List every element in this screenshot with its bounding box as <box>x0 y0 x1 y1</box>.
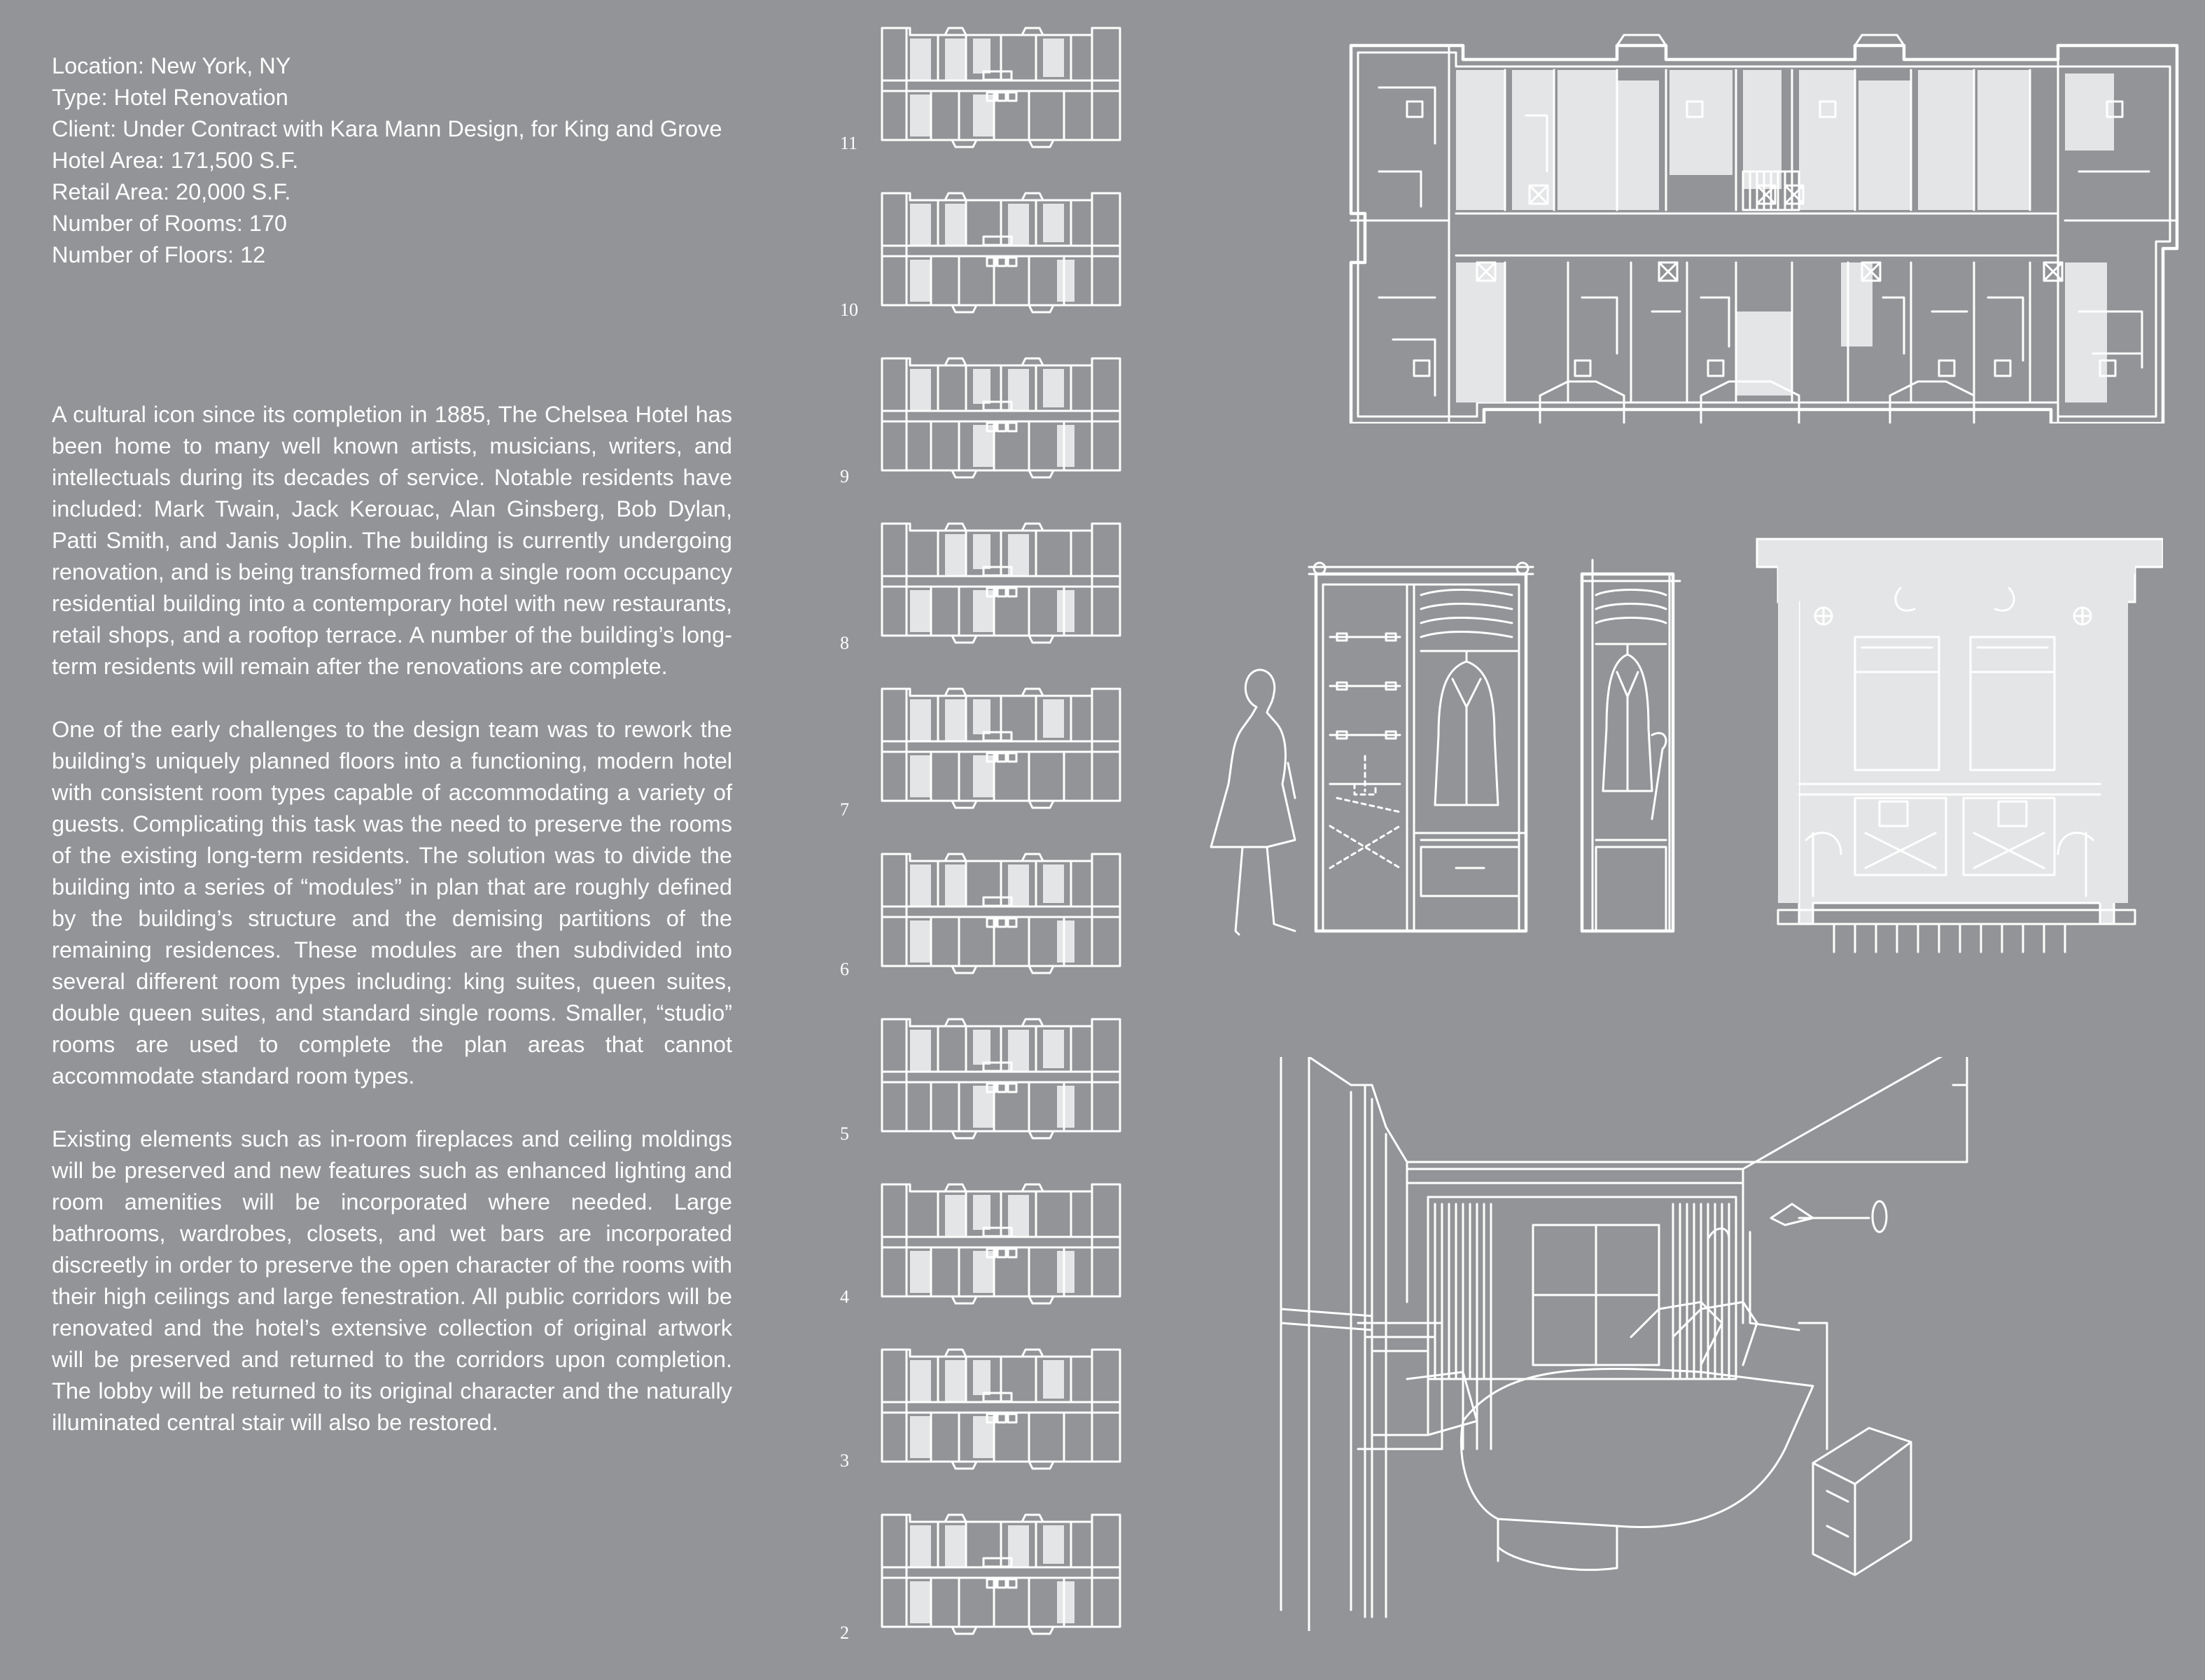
floor-thumbnail-5 <box>882 1019 1120 1138</box>
wardrobe-elevation <box>1204 553 1694 945</box>
floor-label-7: 7 <box>840 799 849 820</box>
perspective-nightstand <box>1813 1428 1911 1575</box>
description-paragraph-history: A cultural icon since its completion in 1885, The Chelsea Hotel has been home to many well known artists, musicians, writers, and intellectuals during its decades of service. Notable residents have included: Mark Twain, Jack Kerouac, Alan Ginsberg, Bob Dylan, Patti Smith, and Janis Joplin. The building is currently undergoing renovation, and is being transformed from a single room occupancy residential building into a contemporary hotel with new restaurants, retail shops, and a rooftop terrace. A number of the building’s long-term residents will remain after the renovations are complete. <box>52 402 732 679</box>
info-number-of-floors: Number of Floors: 12 <box>52 242 266 267</box>
floor-label-5: 5 <box>840 1124 849 1144</box>
floor-thumbnail-8 <box>882 524 1120 643</box>
floor-thumbnail-7 <box>882 689 1120 808</box>
floor-label-4: 4 <box>840 1287 849 1307</box>
info-client: Client: Under Contract with Kara Mann Design, for King and Grove <box>52 116 722 141</box>
floor-label-9: 9 <box>840 466 849 486</box>
floor-thumbnail-4 <box>882 1184 1120 1303</box>
room-walls <box>1757 539 2163 924</box>
floor-label-10: 10 <box>840 300 858 320</box>
perspective-window <box>1428 1197 1736 1379</box>
wardrobe-cabinet <box>1309 563 1533 931</box>
floor-thumbnail-3 <box>882 1350 1120 1469</box>
floor-thumbnail-11 <box>882 28 1120 147</box>
info-location: Location: New York, NY <box>52 53 291 78</box>
room-plan <box>1750 532 2163 966</box>
room-window-wall <box>1778 910 2135 952</box>
info-number-of-rooms: Number of Rooms: 170 <box>52 211 287 236</box>
perspective-room-shell <box>1281 1057 1967 1631</box>
floor-thumbnail-9 <box>882 358 1120 477</box>
project-description <box>52 399 732 1470</box>
floor-thumbnail-10 <box>882 193 1120 312</box>
typical-floor-plan <box>1337 31 2198 424</box>
perspective-bed <box>1461 1302 1827 1570</box>
perspective-wall-sconce <box>1708 1201 1886 1330</box>
floor-label-3: 3 <box>840 1450 849 1471</box>
floor-label-2: 2 <box>840 1623 849 1643</box>
floor-label-8: 8 <box>840 633 849 653</box>
floor-label-6: 6 <box>840 959 849 979</box>
human-figure <box>1211 670 1295 934</box>
description-paragraph-challenges: One of the early challenges to the design team was to rework the building’s uniquely planned floors into a functioning, modern hotel with consistent room types capable of accommodating a variety of guests. Complicating this task was the need to preserve the rooms of the existing long-term residents. The solution was to divide the building into a series of “modules” in plan that are roughly defined by the building’s structure and the demising partitions of the remaining residences. These modules are then subdivided into several different room types including: king suites, queen suites, double queen suites, and standard single rooms. Smaller, “studio” rooms are used to complete the plan areas that cannot accommodate standard room types. <box>52 717 732 1088</box>
info-hotel-area: Hotel Area: 171,500 S.F. <box>52 148 299 173</box>
floor-thumbnail-6 <box>882 854 1120 973</box>
closet-section <box>1582 560 1680 931</box>
info-retail-area: Retail Area: 20,000 S.F. <box>52 179 291 204</box>
project-info <box>52 50 732 271</box>
info-type: Type: Hotel Renovation <box>52 85 288 110</box>
floor-label-11: 11 <box>840 133 858 153</box>
description-paragraph-features: Existing elements such as in-room fireplaces and ceiling moldings will be preserved and new features such as enhanced lighting and room amenities will be incorporated where needed. Large bathrooms, wardrobes, closets, and wet bars are incorporated discreetly in order to preserve the open character of the rooms with their high ceilings and large fenestration. All public corridors will be renovated and the hotel’s extensive collection of original artwork will be preserved and returned to the corridors upon completion. The lobby will be returned to its original character and the naturally illuminated central stair will also be restored. <box>52 1126 732 1435</box>
bedroom-perspective-sketch <box>1267 1057 2072 1631</box>
floor-thumbnail-2 <box>882 1515 1120 1634</box>
floor-plan-stack <box>868 21 1148 1673</box>
